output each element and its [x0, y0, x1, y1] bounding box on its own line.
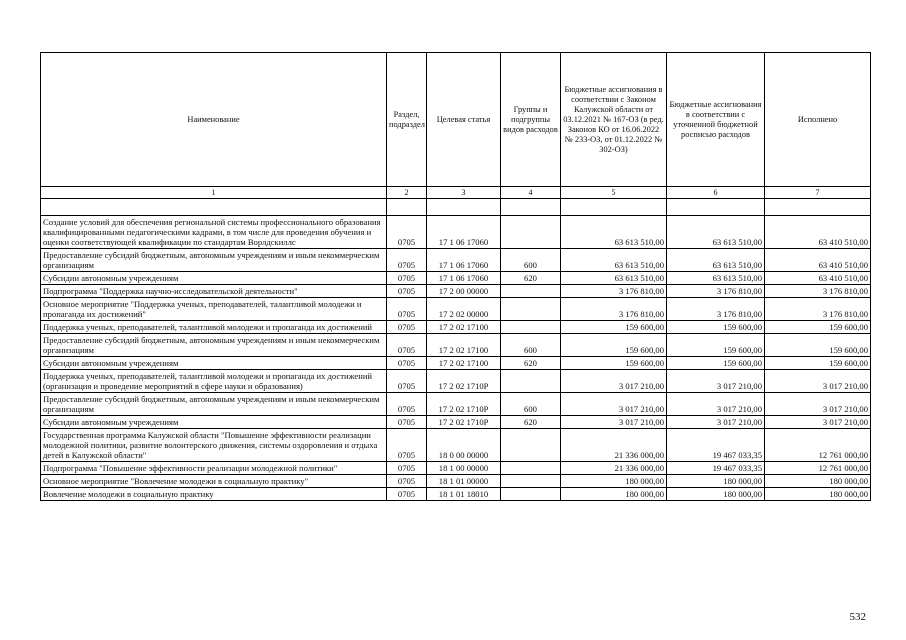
cell-v5: 3 176 810,00 — [561, 285, 667, 298]
page-number: 532 — [849, 611, 866, 623]
cell-section: 0705 — [387, 416, 427, 429]
column-number: 7 — [765, 187, 871, 199]
cell-group: 620 — [501, 416, 561, 429]
cell-v6: 180 000,00 — [667, 488, 765, 501]
cell-group: 600 — [501, 249, 561, 272]
cell-group — [501, 488, 561, 501]
cell-section: 0705 — [387, 272, 427, 285]
column-number: 4 — [501, 187, 561, 199]
column-number-row — [41, 187, 871, 199]
cell-group — [501, 462, 561, 475]
cell-article: 17 1 06 17060 — [427, 249, 501, 272]
cell-article: 17 2 02 1710Р — [427, 416, 501, 429]
cell-name: Поддержка ученых, преподавателей, талантливой молодежи и пропаганда их достижений — [41, 321, 387, 334]
cell-group: 620 — [501, 272, 561, 285]
column-number: 1 — [41, 187, 387, 199]
cell-v6: 3 176 810,00 — [667, 298, 765, 321]
cell-article: 17 2 02 17100 — [427, 321, 501, 334]
table-row — [41, 216, 871, 249]
column-number: 3 — [427, 187, 501, 199]
header-refined-allocation: Бюджетные ассигнования в соответствии с уточненной бюджетной росписью расходов — [667, 53, 765, 187]
budget-table — [40, 52, 871, 501]
cell-v7: 159 600,00 — [765, 321, 871, 334]
cell-section: 0705 — [387, 216, 427, 249]
cell-article: 17 2 02 17100 — [427, 357, 501, 370]
cell-name: Субсидии автономным учреждениям — [41, 416, 387, 429]
cell-section: 0705 — [387, 249, 427, 272]
cell-section: 0705 — [387, 321, 427, 334]
cell-v6: 63 613 510,00 — [667, 272, 765, 285]
cell-name: Подпрограмма "Повышение эффективности реализации молодежной политики" — [41, 462, 387, 475]
cell-name: Поддержка ученых, преподавателей, талантливой молодежи и пропаганда их достижений (организация и проведение мероприятий в сфере науки и образования) — [41, 370, 387, 393]
table-row — [41, 321, 871, 334]
table-row — [41, 416, 871, 429]
cell-v5: 3 017 210,00 — [561, 393, 667, 416]
table-row — [41, 393, 871, 416]
cell-section: 0705 — [387, 298, 427, 321]
table-row — [41, 488, 871, 501]
cell-name: Предоставление субсидий бюджетным, автономным учреждениям и иным некоммерческим организациям — [41, 334, 387, 357]
cell-v7: 180 000,00 — [765, 488, 871, 501]
table-row — [41, 462, 871, 475]
cell-name: Государственная программа Калужской области "Повышение эффективности реализации молодежной политики, развитие волонтерского движения, системы оздоровления и отдыха детей в Калужской области" — [41, 429, 387, 462]
cell-v6: 159 600,00 — [667, 321, 765, 334]
cell-v6: 63 613 510,00 — [667, 216, 765, 249]
cell-article: 17 2 00 00000 — [427, 285, 501, 298]
cell-v6: 3 017 210,00 — [667, 393, 765, 416]
cell-v7: 12 761 000,00 — [765, 429, 871, 462]
cell-v6: 19 467 033,35 — [667, 429, 765, 462]
cell-v6: 3 017 210,00 — [667, 370, 765, 393]
cell-v5: 159 600,00 — [561, 357, 667, 370]
cell-section: 0705 — [387, 393, 427, 416]
cell-group — [501, 216, 561, 249]
cell-article: 17 2 02 1710Р — [427, 393, 501, 416]
cell-section: 0705 — [387, 285, 427, 298]
cell-article: 18 1 01 00000 — [427, 475, 501, 488]
cell-v7: 3 176 810,00 — [765, 285, 871, 298]
cell-v7: 12 761 000,00 — [765, 462, 871, 475]
table-row — [41, 334, 871, 357]
table-row — [41, 429, 871, 462]
cell-v7: 63 410 510,00 — [765, 272, 871, 285]
cell-group — [501, 429, 561, 462]
cell-name: Предоставление субсидий бюджетным, автономным учреждениям и иным некоммерческим организациям — [41, 393, 387, 416]
cell-v7: 159 600,00 — [765, 357, 871, 370]
cell-v6: 3 017 210,00 — [667, 416, 765, 429]
cell-group — [501, 475, 561, 488]
cell-article: 17 2 02 00000 — [427, 298, 501, 321]
cell-article: 17 1 06 17060 — [427, 272, 501, 285]
cell-v7: 159 600,00 — [765, 334, 871, 357]
header-law-allocation: Бюджетные ассигнования в соответствии с Законом Калужской области от 03.12.2021 № 167-ОЗ (в ред. Законов КО от 16.06.2022 № 233-ОЗ, от 01.12.2022 № 302-ОЗ) — [561, 53, 667, 187]
cell-group — [501, 370, 561, 393]
table-body — [41, 216, 871, 501]
cell-v5: 180 000,00 — [561, 475, 667, 488]
cell-v5: 3 017 210,00 — [561, 370, 667, 393]
table-row — [41, 475, 871, 488]
cell-section: 0705 — [387, 488, 427, 501]
cell-article: 17 2 02 17100 — [427, 334, 501, 357]
header-section: Раздел, подраздел — [387, 53, 427, 187]
column-number: 5 — [561, 187, 667, 199]
cell-name: Субсидии автономным учреждениям — [41, 357, 387, 370]
cell-v5: 63 613 510,00 — [561, 249, 667, 272]
cell-v7: 63 410 510,00 — [765, 216, 871, 249]
cell-v5: 159 600,00 — [561, 321, 667, 334]
cell-section: 0705 — [387, 462, 427, 475]
cell-name: Предоставление субсидий бюджетным, автономным учреждениям и иным некоммерческим организациям — [41, 249, 387, 272]
column-number: 2 — [387, 187, 427, 199]
cell-article: 17 1 06 17060 — [427, 216, 501, 249]
cell-v7: 180 000,00 — [765, 475, 871, 488]
cell-section: 0705 — [387, 370, 427, 393]
cell-v6: 159 600,00 — [667, 334, 765, 357]
header-name: Наименование — [41, 53, 387, 187]
table-row — [41, 249, 871, 272]
cell-name: Субсидии автономным учреждениям — [41, 272, 387, 285]
cell-v5: 63 613 510,00 — [561, 216, 667, 249]
cell-v7: 3 176 810,00 — [765, 298, 871, 321]
cell-v5: 21 336 000,00 — [561, 429, 667, 462]
cell-v7: 63 410 510,00 — [765, 249, 871, 272]
cell-v5: 180 000,00 — [561, 488, 667, 501]
table-row — [41, 285, 871, 298]
cell-group — [501, 321, 561, 334]
cell-name: Подпрограмма "Поддержка научно-исследовательской деятельности" — [41, 285, 387, 298]
cell-v7: 3 017 210,00 — [765, 370, 871, 393]
cell-v7: 3 017 210,00 — [765, 393, 871, 416]
header-executed: Исполнено — [765, 53, 871, 187]
cell-group: 600 — [501, 393, 561, 416]
cell-v6: 180 000,00 — [667, 475, 765, 488]
cell-group — [501, 285, 561, 298]
cell-section: 0705 — [387, 334, 427, 357]
cell-article: 17 2 02 1710Р — [427, 370, 501, 393]
cell-name: Основное мероприятие "Поддержка ученых, преподавателей, талантливой молодежи и пропаганда их достижений" — [41, 298, 387, 321]
cell-v6: 159 600,00 — [667, 357, 765, 370]
cell-v5: 63 613 510,00 — [561, 272, 667, 285]
table-row — [41, 272, 871, 285]
cell-v5: 3 176 810,00 — [561, 298, 667, 321]
cell-article: 18 1 01 18010 — [427, 488, 501, 501]
table-row — [41, 298, 871, 321]
cell-group: 620 — [501, 357, 561, 370]
cell-article: 18 1 00 00000 — [427, 462, 501, 475]
cell-v6: 63 613 510,00 — [667, 249, 765, 272]
cell-name: Вовлечение молодежи в социальную практику — [41, 488, 387, 501]
header-article: Целевая статья — [427, 53, 501, 187]
cell-article: 18 0 00 00000 — [427, 429, 501, 462]
table-row — [41, 370, 871, 393]
cell-v5: 21 336 000,00 — [561, 462, 667, 475]
table-row — [41, 357, 871, 370]
cell-section: 0705 — [387, 357, 427, 370]
cell-group — [501, 298, 561, 321]
cell-group: 600 — [501, 334, 561, 357]
cell-name: Основное мероприятие "Вовлечение молодежи в социальную практику" — [41, 475, 387, 488]
spacer-row — [41, 199, 871, 216]
header-group: Группы и подгруппы видов расходов — [501, 53, 561, 187]
header-row — [41, 53, 871, 187]
column-number: 6 — [667, 187, 765, 199]
cell-v7: 3 017 210,00 — [765, 416, 871, 429]
cell-name: Создание условий для обеспечения региональной системы профессионального образования квалифицированными педагогическими кадрами, в том числе для проведения обучения и оценки соответствующей квалификации по стандартам Ворлдскиллс — [41, 216, 387, 249]
cell-v6: 3 176 810,00 — [667, 285, 765, 298]
cell-v5: 159 600,00 — [561, 334, 667, 357]
cell-section: 0705 — [387, 429, 427, 462]
cell-v6: 19 467 033,35 — [667, 462, 765, 475]
cell-v5: 3 017 210,00 — [561, 416, 667, 429]
cell-section: 0705 — [387, 475, 427, 488]
